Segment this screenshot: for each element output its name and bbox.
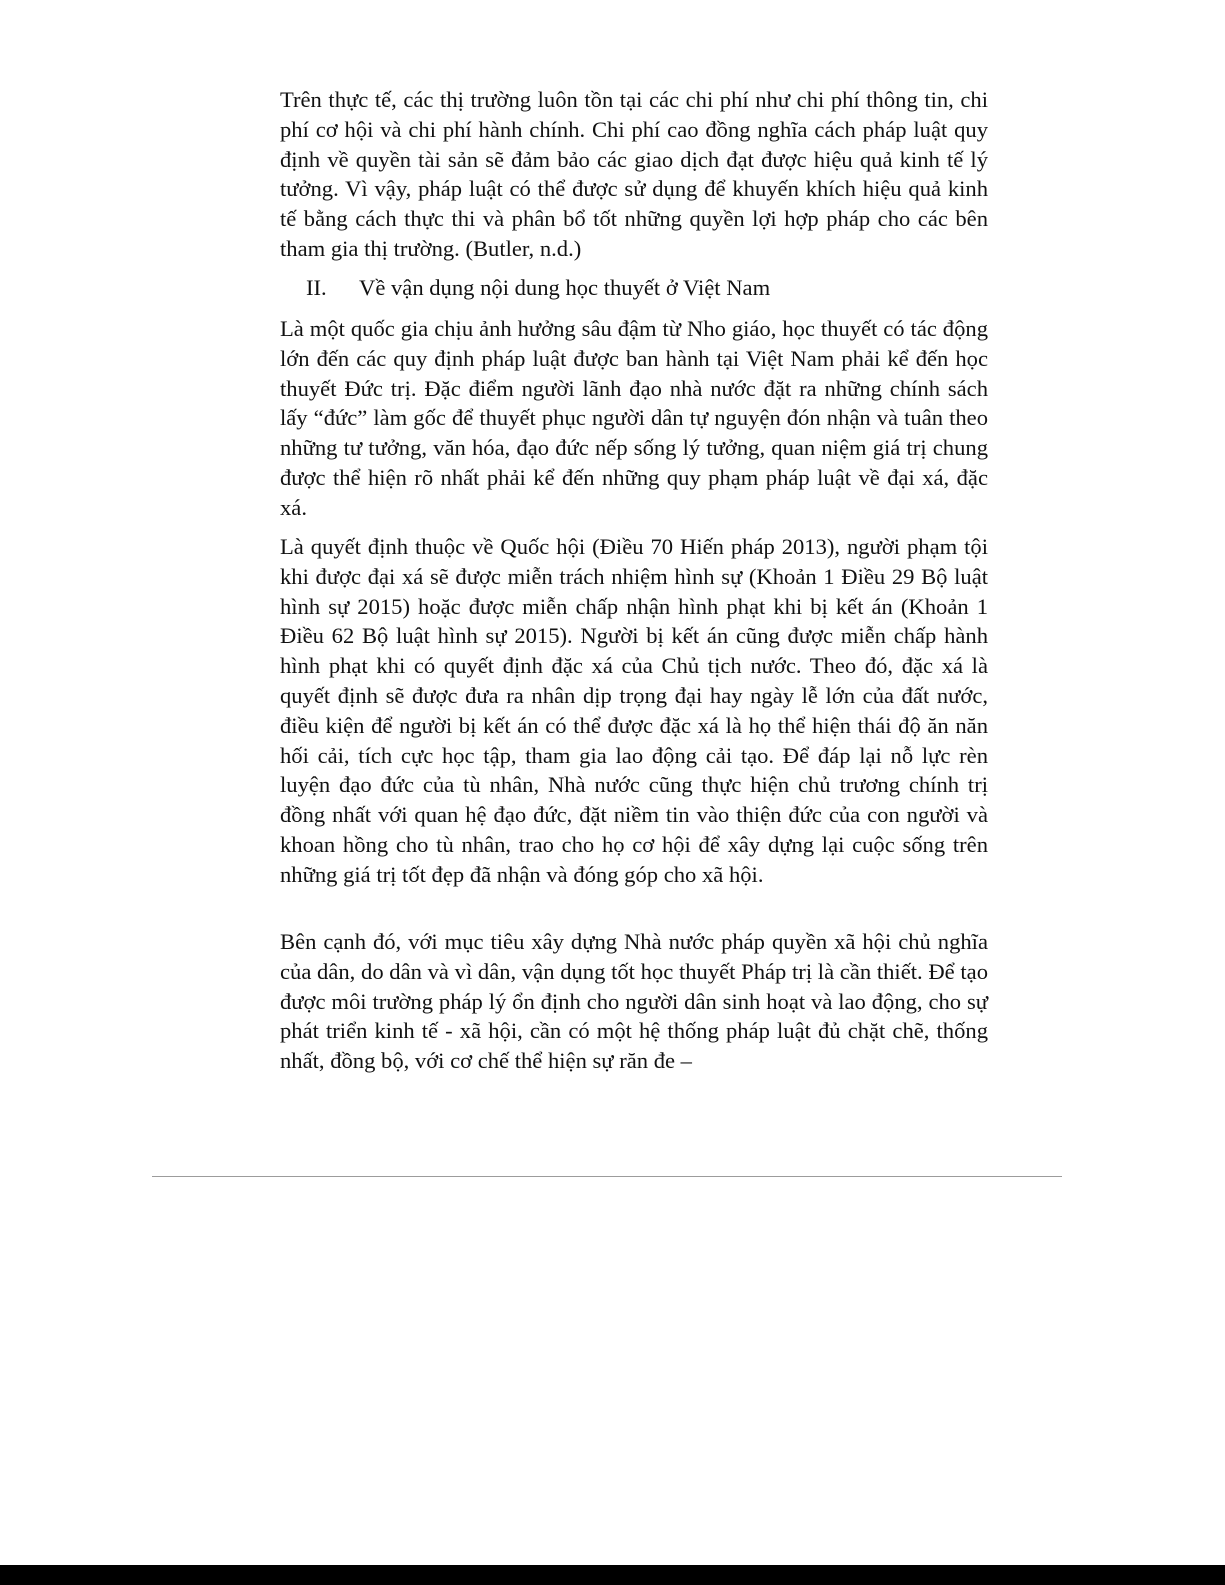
page-divider <box>152 1176 1062 1177</box>
paragraph-market-costs: Trên thực tế, các thị trường luôn tồn tại các chi phí như chi phí thông tin, chi phí cơ hội và chi phí hành chính. Chi phí cao đồng nghĩa cách pháp luật quy định về quyền tài sản sẽ đảm bảo các giao dịch đạt được hiệu quả kinh tế lý tưởng. Vì vậy, pháp luật có thể được sử dụng để khuyến khích hiệu quả kinh tế bằng cách thực thi và phân bổ tốt những quyền lợi hợp pháp cho các bên tham gia thị trường. (Butler, n.d.) <box>280 87 988 261</box>
section-number: II. <box>306 275 327 300</box>
page-bottom-edge <box>0 1565 1225 1585</box>
section-title: Về vận dụng nội dung học thuyết ở Việt Nam <box>359 275 771 300</box>
paragraph-duc-tri: Là một quốc gia chịu ảnh hưởng sâu đậm từ Nho giáo, học thuyết có tác động lớn đến các quy định pháp luật được ban hành tại Việt Nam phải kể đến học thuyết Đức trị. Đặc điểm người lãnh đạo nhà nước đặt ra những chính sách lấy “đức” làm gốc để thuyết phục người dân tự nguyện đón nhận và tuân theo những tư tưởng, văn hóa, đạo đức nếp sống lý tưởng, quan niệm giá trị chung được thể hiện rõ nhất phải kể đến những quy phạm pháp luật về đại xá, đặc xá. <box>280 316 988 520</box>
paragraph-amnesty: Là quyết định thuộc về Quốc hội (Điều 70 Hiến pháp 2013), người phạm tội khi được đại xá sẽ được miễn trách nhiệm hình sự (Khoản 1 Điều 29 Bộ luật hình sự 2015) hoặc được miễn chấp nhận hình phạt khi bị kết án (Khoản 1 Điều 62 Bộ luật hình sự 2015). Người bị kết án cũng được miễn chấp hành hình phạt khi có quyết định đặc xá của Chủ tịch nước. Theo đó, đặc xá là quyết định sẽ được đưa ra nhân dịp trọng đại hay ngày lễ lớn của đất nước, điều kiện để người bị kết án có thể được đặc xá là họ thể hiện thái độ ăn năn hối cải, tích cực học tập, tham gia lao động cải tạo. Để đáp lại nỗ lực rèn luyện đạo đức của tù nhân, Nhà nước cũng thực hiện chủ trương chính trị đồng nhất với quan hệ đạo đức, đặt niềm tin vào thiện đức của con người và khoan hồng cho tù nhân, trao cho họ cơ hội để xây dựng lại cuộc sống trên những giá trị tốt đẹp đã nhận và đóng góp cho xã hội. <box>280 534 988 887</box>
paragraph-phap-tri: Bên cạnh đó, với mục tiêu xây dựng Nhà nước pháp quyền xã hội chủ nghĩa của dân, do dân và vì dân, vận dụng tốt học thuyết Pháp trị là cần thiết. Để tạo được môi trường pháp lý ổn định cho người dân sinh hoạt và lao động, cho sự phát triển kinh tế - xã hội, cần có một hệ thống pháp luật đủ chặt chẽ, thống nhất, đồng bộ, với cơ chế thể hiện sự răn đe – <box>280 929 988 1074</box>
section-heading <box>306 273 770 303</box>
